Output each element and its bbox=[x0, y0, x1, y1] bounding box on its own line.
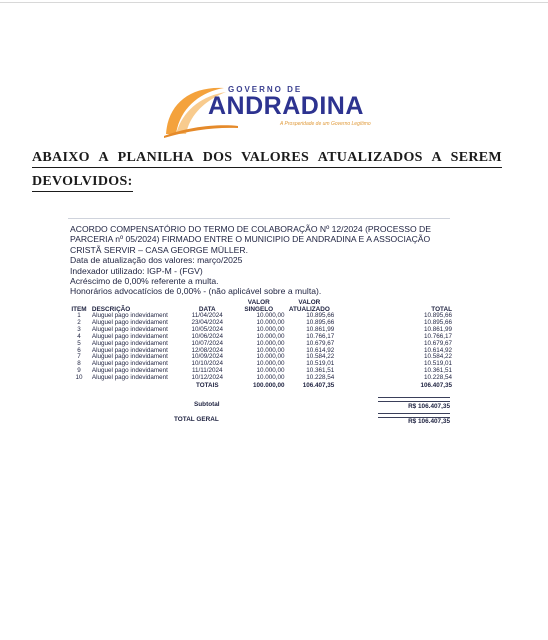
row-updated: 10.584,22 bbox=[306, 353, 335, 361]
logo-name: ANDRADINA bbox=[208, 92, 364, 120]
info-line: ACORDO COMPENSATÓRIO DO TERMO DE COLABORAÇÃO Nº 12/2024 (PROCESSO DE bbox=[70, 224, 431, 234]
row-value: 10.000,00 bbox=[256, 325, 285, 333]
header-item: ITEM bbox=[71, 306, 87, 313]
row-date: 10/07/2024 bbox=[191, 339, 224, 347]
header-description: DESCRIÇÃO bbox=[91, 306, 131, 313]
row-item: 10 bbox=[75, 374, 83, 382]
row-updated: 10.895,66 bbox=[306, 312, 335, 319]
totals-total: 106.407,35 bbox=[420, 382, 452, 390]
row-total: 10.519,01 bbox=[423, 360, 452, 368]
row-date: 11/04/2024 bbox=[191, 312, 223, 319]
info-line: Indexador utilizado: IGP-M - (FGV) bbox=[70, 265, 203, 276]
heading-word: A bbox=[98, 150, 109, 165]
row-description: Aluguel pago indevidament bbox=[91, 353, 168, 361]
row-item: 8 bbox=[77, 360, 81, 368]
row-item: 1 bbox=[77, 312, 81, 319]
row-value: 10.000,00 bbox=[256, 339, 285, 347]
row-total: 10.584,22 bbox=[423, 353, 452, 361]
heading-line-2: DEVOLVIDOS: bbox=[32, 174, 133, 192]
row-item: 9 bbox=[77, 367, 81, 375]
row-date: 23/04/2024 bbox=[191, 318, 224, 326]
page-heading bbox=[32, 150, 502, 192]
row-value: 10.000,00 bbox=[256, 312, 285, 319]
row-total: 10.861,99 bbox=[423, 325, 452, 333]
subtotal-value: R$ 106.407,35 bbox=[408, 403, 450, 410]
row-value: 10.000,00 bbox=[256, 332, 285, 340]
grand-total-value: R$ 106.407,35 bbox=[408, 418, 450, 425]
heading-word: SEREM bbox=[450, 150, 502, 165]
row-value: 10.000,00 bbox=[256, 353, 285, 361]
values-table bbox=[70, 299, 452, 390]
row-updated: 10.679,67 bbox=[306, 339, 335, 347]
row-updated: 10.895,66 bbox=[306, 318, 335, 326]
row-total: 10.228,54 bbox=[423, 374, 452, 382]
row-updated: 10.861,99 bbox=[306, 325, 335, 333]
row-description: Aluguel pago indevidament bbox=[91, 360, 168, 368]
row-total: 10.895,66 bbox=[423, 312, 452, 319]
andradina-logo bbox=[160, 82, 380, 138]
table-row bbox=[70, 375, 452, 382]
row-updated: 10.519,01 bbox=[306, 360, 335, 368]
heading-word: PLANILHA bbox=[117, 150, 194, 165]
info-line: Honorários advocatícios de 0,00% - (não aplicável sobre a multa). bbox=[70, 286, 322, 297]
row-total: 10.766,17 bbox=[423, 332, 452, 340]
row-date: 10/10/2024 bbox=[191, 360, 224, 368]
row-updated: 10.361,51 bbox=[306, 367, 335, 375]
top-border-line bbox=[0, 2, 548, 3]
totals-updated: 106.407,35 bbox=[302, 382, 335, 390]
row-updated: 10.766,17 bbox=[306, 332, 335, 340]
row-description: Aluguel pago indevidament bbox=[91, 346, 168, 354]
header-value-line2: SINGELO bbox=[244, 306, 274, 313]
row-date: 10/09/2024 bbox=[191, 353, 224, 361]
header-value-line1: VALOR bbox=[247, 299, 270, 306]
row-date: 10/05/2024 bbox=[191, 325, 224, 333]
row-value: 10.000,00 bbox=[256, 360, 285, 368]
row-item: 5 bbox=[77, 339, 81, 347]
header-updated-line1: VALOR bbox=[298, 299, 321, 306]
info-line: PARCERIA nº 05/2024) FIRMADO ENTRE O MUNICIPIO DE ANDRADINA E A ASSOCIAÇÃO bbox=[70, 234, 431, 245]
row-description: Aluguel pago indevidament bbox=[91, 312, 168, 319]
heading-word: ATUALIZADOS bbox=[317, 150, 423, 165]
header-value bbox=[233, 299, 284, 313]
totals-value: 100.000,00 bbox=[252, 382, 285, 390]
row-value: 10.000,00 bbox=[256, 367, 285, 375]
row-item: 3 bbox=[77, 325, 81, 333]
info-line: Acréscimo de 0,00% referente a multa. bbox=[70, 276, 219, 287]
table-header-row bbox=[70, 299, 452, 313]
header-updated-line2: ATUALIZADO bbox=[288, 306, 330, 313]
row-description: Aluguel pago indevidament bbox=[91, 367, 168, 375]
row-value: 10.000,00 bbox=[256, 374, 285, 382]
row-total: 10.895,66 bbox=[423, 318, 452, 326]
info-line: Data de atualização dos valores: março/2025 bbox=[70, 255, 243, 266]
heading-word: A bbox=[431, 150, 442, 165]
row-value: 10.000,00 bbox=[256, 346, 285, 354]
agreement-info bbox=[70, 224, 455, 297]
subtotal-double-line bbox=[378, 397, 450, 402]
heading-word: ABAIXO bbox=[32, 150, 90, 165]
row-date: 10/06/2024 bbox=[191, 332, 224, 340]
header-updated bbox=[284, 299, 334, 313]
row-description: Aluguel pago indevidament bbox=[91, 318, 168, 326]
row-date: 12/08/2024 bbox=[191, 346, 224, 354]
row-description: Aluguel pago indevidament bbox=[91, 374, 168, 382]
row-updated: 10.614,92 bbox=[306, 346, 335, 354]
row-value: 10.000,00 bbox=[256, 318, 285, 326]
totals-row bbox=[70, 382, 452, 390]
row-item: 6 bbox=[77, 346, 81, 354]
row-total: 10.679,67 bbox=[423, 339, 452, 347]
row-description: Aluguel pago indevidament bbox=[91, 332, 168, 340]
row-description: Aluguel pago indevidament bbox=[91, 339, 168, 347]
row-item: 4 bbox=[77, 332, 81, 340]
row-date: 11/11/2024 bbox=[191, 367, 223, 375]
header-date: DATA bbox=[198, 306, 216, 313]
subtotal-label: Subtotal bbox=[194, 401, 220, 408]
row-updated: 10.228,54 bbox=[306, 374, 335, 382]
heading-word: DOS bbox=[202, 150, 233, 165]
logo-tagline: A Prosperidade de um Governo Legítimo bbox=[280, 121, 371, 127]
grand-total-label: TOTAL GERAL bbox=[174, 416, 219, 423]
info-line: CRISTÃ SERVIR – CASA GEORGE MÜLLER. bbox=[70, 244, 248, 255]
row-total: 10.361,51 bbox=[423, 367, 452, 375]
header-total: TOTAL bbox=[431, 306, 452, 313]
row-date: 10/12/2024 bbox=[191, 374, 224, 382]
logo-top-text: GOVERNO DE bbox=[228, 85, 303, 94]
separator-line bbox=[68, 218, 450, 219]
heading-line-1 bbox=[32, 150, 502, 168]
row-total: 10.614,92 bbox=[423, 346, 452, 354]
row-item: 7 bbox=[77, 353, 81, 361]
row-item: 2 bbox=[77, 318, 81, 326]
totals-label: TOTAIS bbox=[196, 382, 219, 390]
heading-word: VALORES bbox=[241, 150, 310, 165]
row-description: Aluguel pago indevidament bbox=[91, 325, 168, 333]
